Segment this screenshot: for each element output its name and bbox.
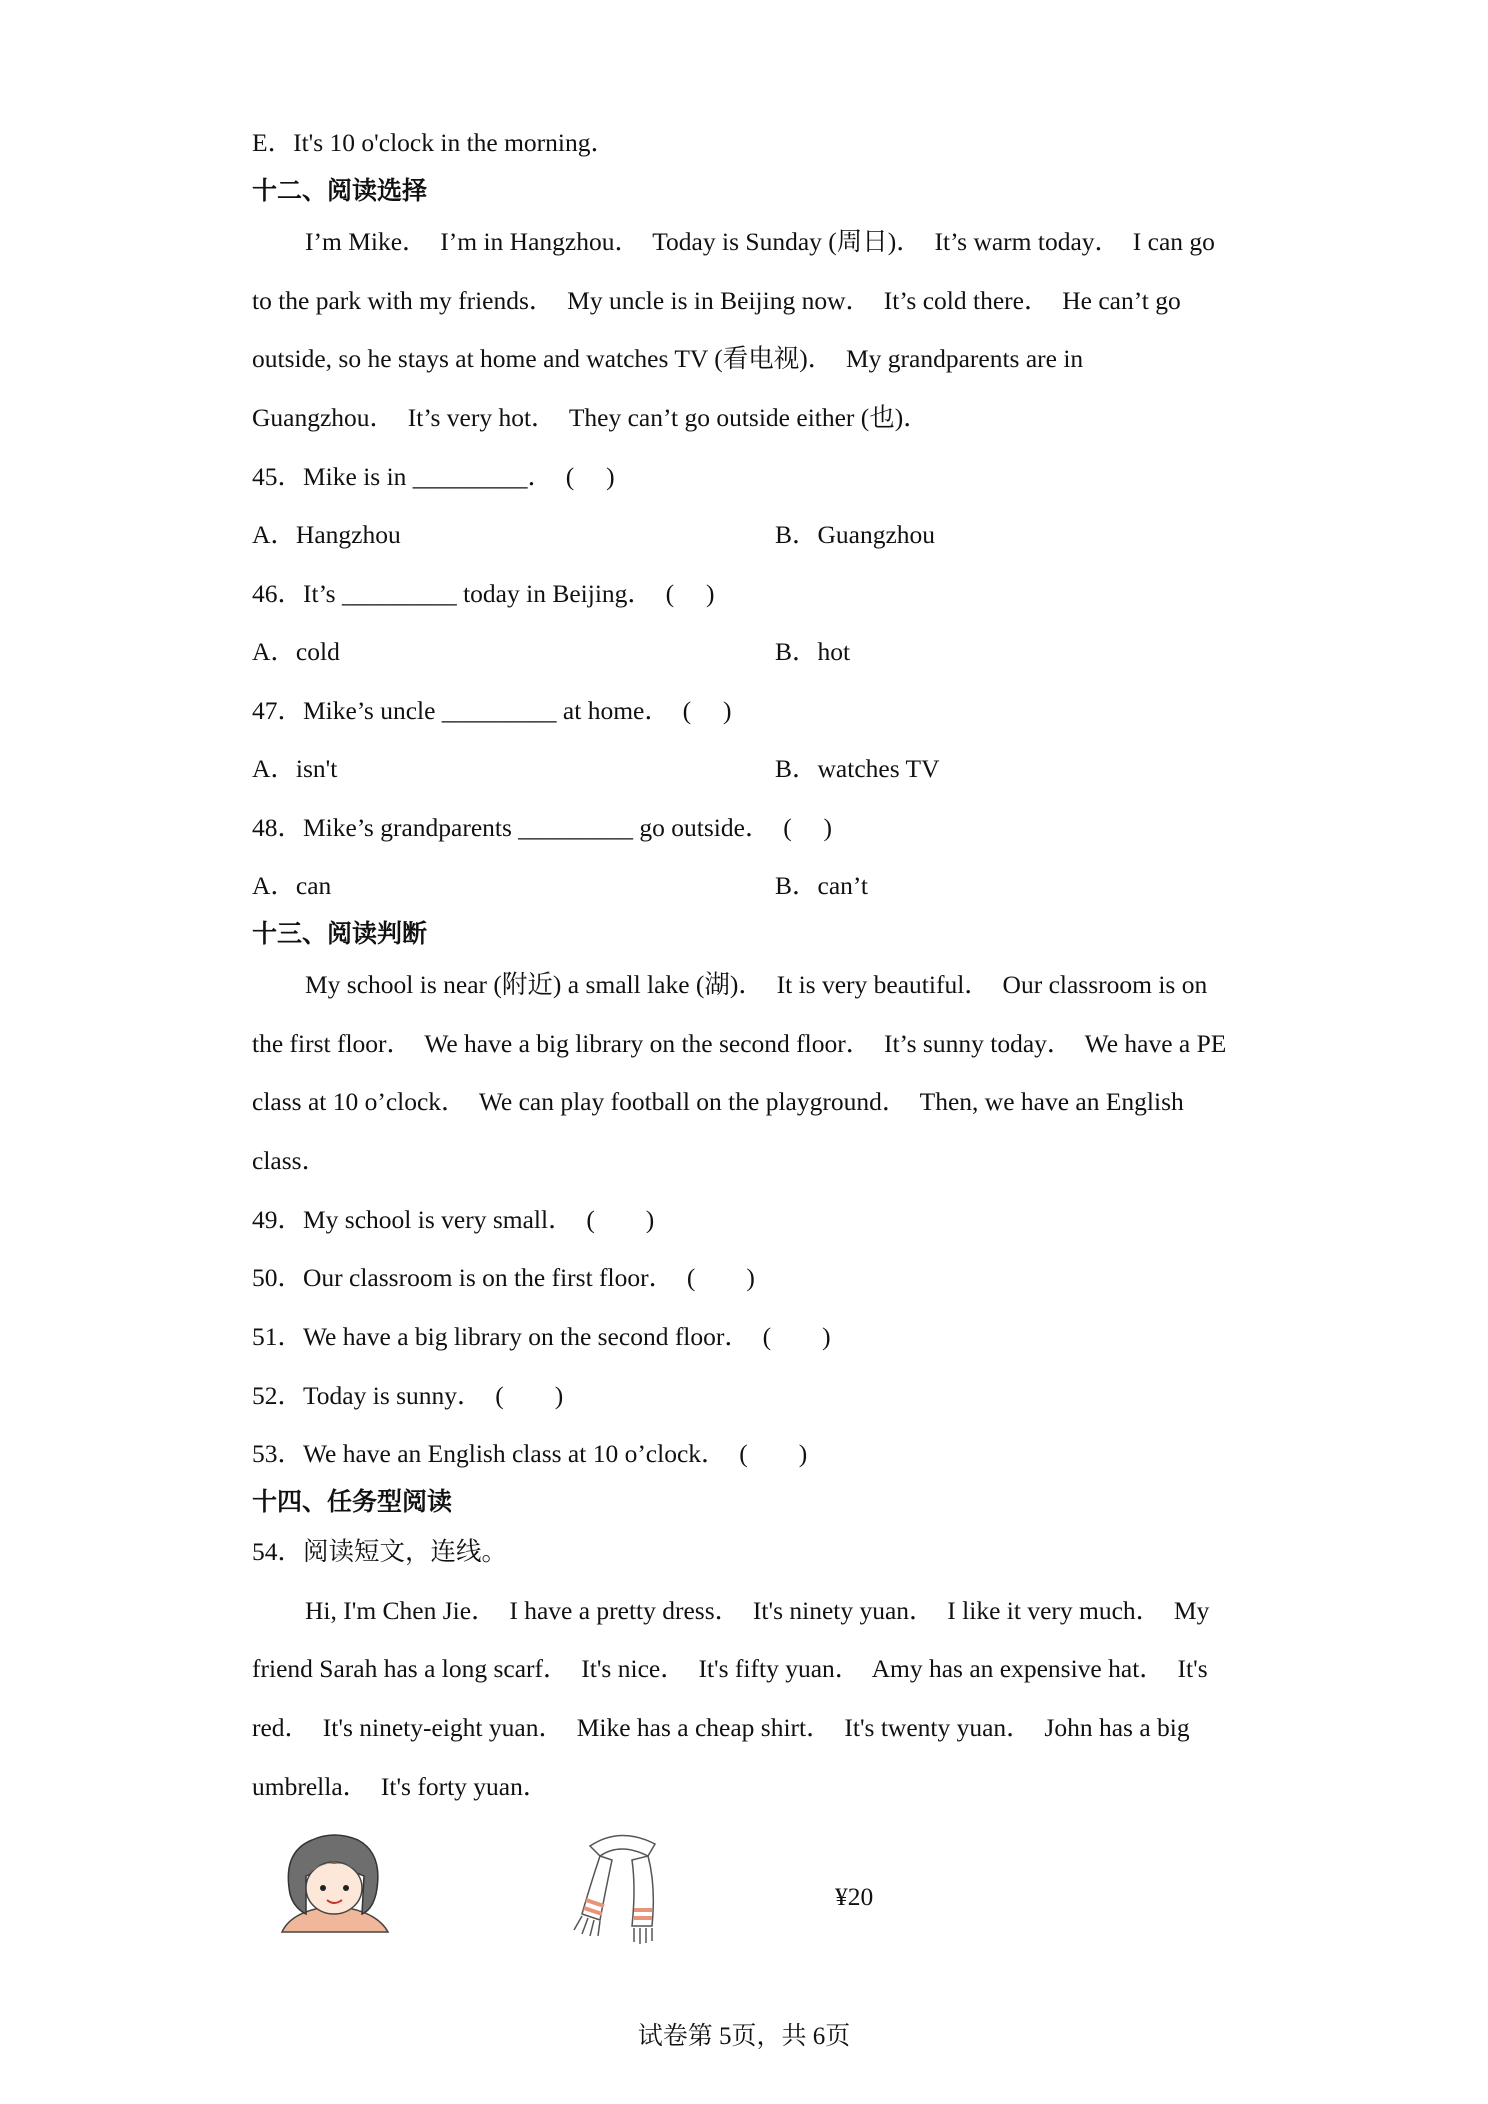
option-a: A．can: [252, 871, 332, 900]
section-12-title: 十二、阅读选择: [252, 178, 428, 205]
question-51: 51．We have a big library on the second floor． ( ): [252, 1322, 831, 1351]
passage-line: I’m Mike． I’m in Hangzhou． Today is Sunday (周日)． It’s warm today． I can go: [305, 227, 1215, 256]
price-label: ¥20: [835, 1882, 874, 1911]
section-13-title: 十三、阅读判断: [252, 921, 428, 948]
option-b: B．hot: [775, 637, 851, 666]
question-52: 52．Today is sunny． ( ): [252, 1381, 564, 1410]
option-b: B．Guangzhou: [775, 520, 936, 549]
section-14-title: 十四、任务型阅读: [252, 1489, 453, 1516]
passage-line: Hi, I'm Chen Jie． I have a pretty dress． It's ninety yuan． I like it very much． My: [305, 1596, 1210, 1625]
option-e: E．It's 10 o'clock in the morning．: [252, 128, 617, 157]
passage-line: to the park with my friends． My uncle is in Beijing now． It’s cold there． He can’t go: [252, 286, 1181, 315]
question-45: 45．Mike is in _________． ( ): [252, 462, 615, 491]
option-a: A．cold: [252, 637, 340, 666]
passage-line: the first floor． We have a big library on the second floor． It’s sunny today． We have a PE: [252, 1029, 1227, 1058]
passage-line: class at 10 o’clock． We can play football on the playground． Then, we have an English: [252, 1087, 1184, 1116]
passage-line: friend Sarah has a long scarf． It's nice． It's fifty yuan． Amy has an expensive hat． It's: [252, 1654, 1208, 1683]
option-b: B．watches TV: [775, 754, 940, 783]
girl-picture: [272, 1832, 397, 1937]
passage-line: umbrella． It's forty yuan．: [252, 1772, 549, 1801]
passage-line: Guangzhou． It’s very hot． They can’t go outside either (也)．: [252, 403, 929, 432]
question-53: 53．We have an English class at 10 o’clock． ( ): [252, 1439, 808, 1468]
question-48: 48．Mike’s grandparents _________ go outside． ( ): [252, 813, 833, 842]
question-50: 50．Our classroom is on the first floor． ( ): [252, 1263, 755, 1292]
question-46: 46．It’s _________ today in Beijing． ( ): [252, 579, 715, 608]
passage-line: My school is near (附近) a small lake (湖)． It is very beautiful． Our classroom is on: [305, 970, 1208, 999]
option-b: B．can’t: [775, 871, 869, 900]
scarf-picture: [560, 1826, 680, 1946]
passage-line: outside, so he stays at home and watches TV (看电视)． My grandparents are in: [252, 344, 1084, 373]
option-a: A．isn't: [252, 754, 338, 783]
question-54-instruction: 54．阅读短文，连线。: [252, 1537, 508, 1566]
passage-line: class．: [252, 1146, 328, 1175]
question-47: 47．Mike’s uncle _________ at home． ( ): [252, 696, 732, 725]
page-footer: 试卷第 5页，共 6页: [637, 2023, 851, 2050]
question-49: 49．My school is very small． ( ): [252, 1205, 655, 1234]
option-a: A．Hangzhou: [252, 520, 401, 549]
passage-line: red． It's ninety-eight yuan． Mike has a cheap shirt． It's twenty yuan． John has a big: [252, 1713, 1190, 1742]
